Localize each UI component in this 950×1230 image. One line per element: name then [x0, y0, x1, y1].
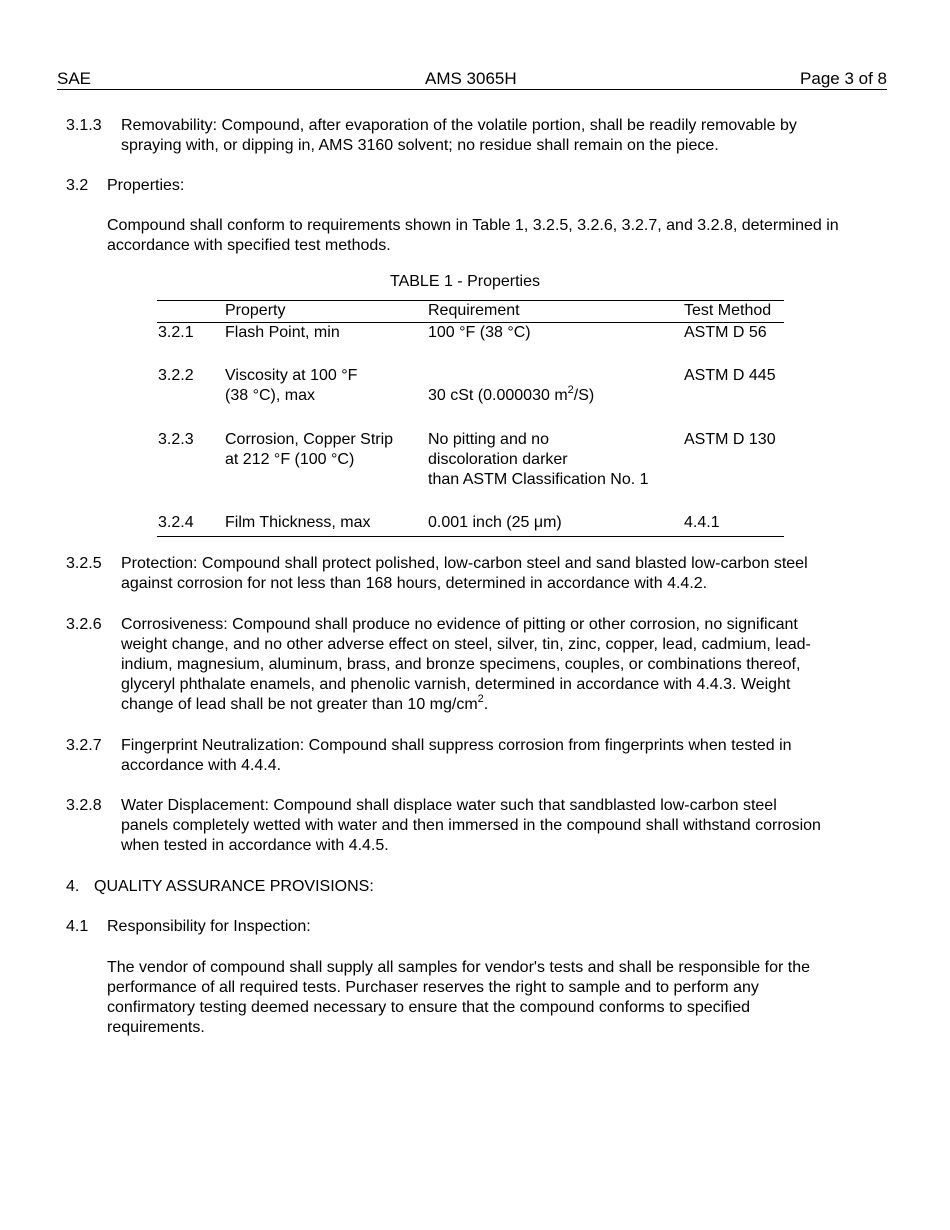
table-row-number: 3.2.1 — [158, 324, 194, 341]
table-cell-property: Corrosion, Copper Strip — [225, 431, 394, 448]
section-number: 4.1 — [66, 918, 89, 935]
table-cell-test-method: ASTM D 130 — [684, 431, 776, 448]
paragraph-line: Fingerprint Neutralization: Compound shall suppress corrosion from fingerprints when tested in — [121, 737, 792, 754]
paragraph-line: Corrosiveness: Compound shall produce no evidence of pitting or other corrosion, no significant — [121, 616, 798, 633]
table-cell-property: Film Thickness, max — [225, 514, 371, 531]
paragraph-line: indium, magnesium, aluminum, brass, and bronze specimens, couples, or combinations thereof, — [121, 656, 801, 673]
table-cell-test-method: 4.4.1 — [684, 514, 720, 531]
section-title: QUALITY ASSURANCE PROVISIONS: — [94, 878, 374, 895]
table-cell-test-method: ASTM D 445 — [684, 367, 776, 384]
paragraph-line: requirements. — [107, 1019, 205, 1036]
paragraph-line: against corrosion for not less than 168 hours, determined in accordance with 4.4.2. — [121, 575, 708, 592]
header-doc-id: AMS 3065H — [425, 69, 517, 88]
paragraph-line: Compound shall conform to requirements shown in Table 1, 3.2.5, 3.2.6, 3.2.7, and 3.2.8, determined in — [107, 217, 839, 234]
section-number: 3.2.5 — [66, 555, 102, 572]
section-title: Responsibility for Inspection: — [107, 918, 311, 935]
table-cell-property: Flash Point, min — [225, 324, 340, 341]
column-header-property: Property — [225, 302, 286, 319]
paragraph-line: Removability: Compound, after evaporation of the volatile portion, shall be readily removable by — [121, 117, 797, 134]
paragraph-line: performance of all required tests. Purchaser reserves the right to sample and to perform any — [107, 979, 759, 996]
section-number: 3.2.7 — [66, 737, 102, 754]
table-cell-test-method: ASTM D 56 — [684, 324, 767, 341]
table-row-number: 3.2.3 — [158, 431, 194, 448]
section-number: 4. — [66, 878, 80, 895]
section-number: 3.2.6 — [66, 616, 102, 633]
paragraph-line: weight change, and no other adverse effect on steel, silver, tin, zinc, copper, lead, cadmium, lead- — [121, 636, 811, 653]
paragraph-line: when tested in accordance with 4.4.5. — [121, 837, 389, 854]
table-caption: TABLE 1 - Properties — [390, 273, 540, 290]
table-cell-requirement: 30 cSt (0.000030 $m^2/S$) — [428, 383, 595, 404]
page-header — [57, 69, 887, 90]
table-cell-requirement: No pitting and no — [428, 431, 549, 448]
table-cell-requirement: than ASTM Classification No. 1 — [428, 471, 649, 488]
table-cell-property: Viscosity at 100 °F — [225, 367, 358, 384]
header-org: SAE — [57, 69, 92, 88]
table-row-number: 3.2.4 — [158, 514, 194, 531]
table-cell-requirement: 0.001 inch (25 μm) — [428, 514, 562, 531]
paragraph-line: accordance with 4.4.4. — [121, 757, 282, 774]
paragraph-line: Protection: Compound shall protect polished, low-carbon steel and sand blasted low-carbon steel — [121, 555, 808, 572]
table-cell-requirement: 100 °F (38 °C) — [428, 324, 531, 341]
paragraph-line: accordance with specified test methods. — [107, 237, 391, 254]
table-cell-property: at 212 °F (100 °C) — [225, 451, 355, 468]
section-number: 3.2 — [66, 177, 89, 194]
paragraph-line: panels completely wetted with water and then immersed in the compound shall withstand corrosion — [121, 817, 821, 834]
table-row-number: 3.2.2 — [158, 367, 194, 384]
paragraph-line: spraying with, or dipping in, AMS 3160 solvent; no residue shall remain on the piece. — [121, 137, 719, 154]
paragraph-line: Water Displacement: Compound shall displace water such that sandblasted low-carbon steel — [121, 797, 777, 814]
table-cell-requirement: discoloration darker — [428, 451, 568, 468]
header-page-number: Page 3 of 8 — [800, 69, 887, 88]
table-cell-property: (38 °C), max — [225, 387, 315, 404]
properties-table — [157, 300, 784, 537]
paragraph-line: confirmatory testing deemed necessary to ensure that the compound conforms to specified — [107, 999, 751, 1016]
section-number: 3.2.8 — [66, 797, 102, 814]
paragraph-line: The vendor of compound shall supply all samples for vendor's tests and shall be responsible for the — [107, 959, 810, 976]
column-header-requirement: Requirement — [428, 302, 520, 319]
section-number: 3.1.3 — [66, 117, 102, 134]
column-header-test-method: Test Method — [684, 302, 772, 319]
section-title: Properties: — [107, 177, 185, 194]
paragraph-line: glyceryl phthalate enamels, and phenolic varnish, determined in accordance with 4.4.3. Weight — [121, 676, 791, 693]
paragraph-line: change of lead shall be not greater than 10 $mg/cm^2$. — [121, 692, 489, 713]
